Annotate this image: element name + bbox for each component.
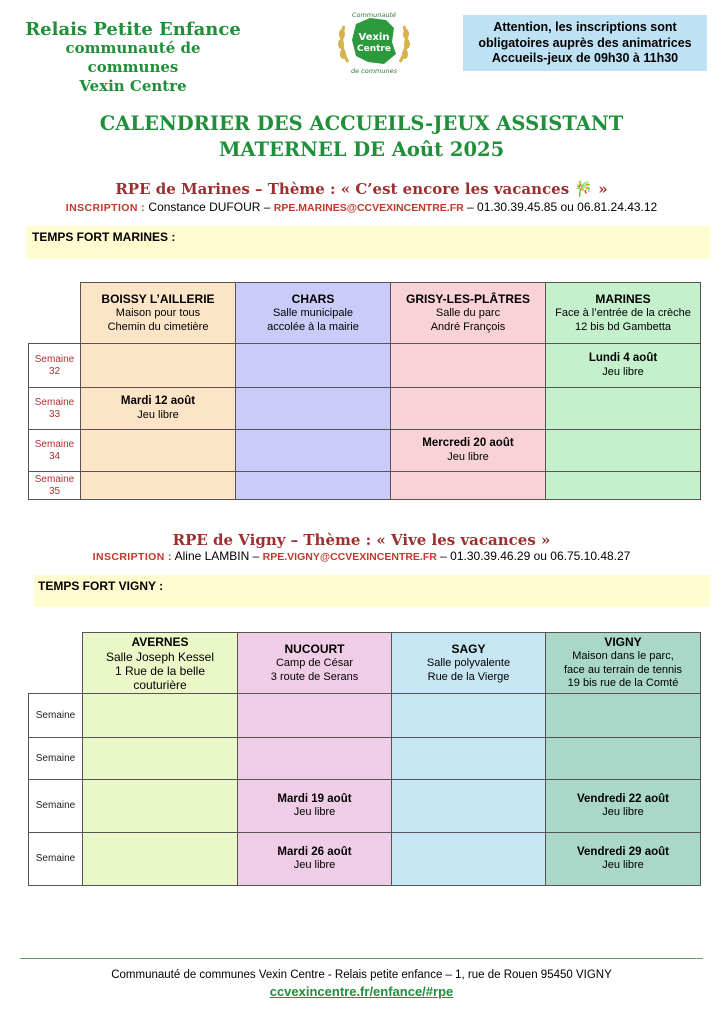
calendar-cell	[83, 780, 238, 833]
venue-line: 19 bis rue de la Comté	[567, 677, 679, 690]
org-line-3: Vexin Centre	[79, 77, 187, 95]
calendar-cell	[236, 388, 391, 430]
calendar-cell	[546, 472, 701, 500]
vigny-email-link[interactable]: RPE.VIGNY@CCVEXINCENTRE.FR	[262, 551, 437, 563]
logo-mid-text-1: Vexin	[358, 32, 390, 43]
vigny-section-title: RPE de Vigny – Thème : « Vive les vacances »	[172, 531, 551, 549]
venue-name: NUCOURT	[284, 642, 345, 656]
venue-line: Salle municipale	[272, 307, 354, 319]
calendar-cell	[392, 694, 546, 738]
column-header-grisy	[391, 283, 546, 344]
calendar-cell: Vendredi 29 août Jeu libre	[546, 833, 701, 886]
venue-line: face au terrain de tennis	[563, 663, 683, 676]
calendar-cell	[83, 833, 238, 886]
calendar-cell	[81, 344, 236, 388]
table-row	[29, 388, 701, 430]
week-label: Semaine	[29, 694, 83, 738]
venue-name: VIGNY	[604, 635, 642, 650]
calendar-cell	[392, 738, 546, 780]
calendar-cell	[83, 694, 238, 738]
title-line-2: MATERNEL DE Août 2025	[218, 138, 505, 161]
column-header-boissy	[81, 283, 236, 344]
table-row	[29, 780, 701, 833]
logo-mid-text-2: Centre	[357, 44, 391, 54]
venue-line: Face à l’entrée de la crèche	[555, 307, 691, 319]
week-label: Semaine 32	[29, 344, 81, 388]
venue-line: Rue de la Vierge	[427, 670, 510, 683]
org-line-2: communauté de communes	[65, 39, 201, 76]
marines-contact: Constance DUFOUR –	[145, 200, 274, 214]
venue-name: SAGY	[451, 642, 486, 656]
table-row	[29, 344, 701, 388]
column-header-chars	[236, 283, 391, 344]
venue-line: Maison pour tous	[115, 307, 201, 319]
vigny-phones: – 01.30.39.46.29 ou 06.75.10.48.27	[436, 549, 631, 563]
venue-line: Salle polyvalente	[426, 657, 511, 669]
registration-notice	[463, 15, 707, 71]
calendar-cell: Mardi 26 août Jeu libre	[238, 833, 392, 886]
column-header-nucourt	[238, 633, 392, 694]
calendar-cell: Mardi 12 août Jeu libre	[81, 388, 236, 430]
marines-temps-fort: TEMPS FORT MARINES :	[26, 226, 710, 259]
footer-divider	[20, 958, 703, 959]
vigny-contact: Aline LAMBIN –	[171, 549, 263, 563]
table-corner	[29, 283, 81, 344]
calendar-cell	[81, 430, 236, 472]
venue-line: Camp de César	[275, 657, 354, 669]
calendar-cell	[546, 738, 701, 780]
week-label: Semaine	[29, 738, 83, 780]
footer-address: Communauté de communes Vexin Centre - Relais petite enfance – 1, rue de Rouen 95450 VIGNY	[111, 969, 612, 981]
calendar-cell	[546, 694, 701, 738]
table-row	[29, 430, 701, 472]
calendar-cell	[546, 388, 701, 430]
week-label: Semaine	[29, 833, 83, 886]
table-row	[29, 694, 701, 738]
venue-line: Chemin du cimetière	[107, 320, 209, 333]
venue-name: GRISY-LES-PLÂTRES	[405, 292, 530, 306]
table-row	[29, 738, 701, 780]
calendar-cell	[391, 344, 546, 388]
calendar-cell	[236, 430, 391, 472]
table-row	[29, 833, 701, 886]
calendar-cell	[236, 344, 391, 388]
venue-line: couturière	[133, 677, 187, 692]
venue-name: MARINES	[595, 292, 651, 306]
calendar-cell: Lundi 4 août Jeu libre	[546, 344, 701, 388]
marines-phones: – 01.30.39.45.85 ou 06.81.24.43.12	[463, 200, 658, 214]
vigny-inscription	[0, 549, 723, 563]
calendar-cell	[238, 738, 392, 780]
table-row	[29, 472, 701, 500]
marines-header-row	[29, 283, 701, 344]
footer-link[interactable]: ccvexincentre.fr/enfance/#rpe	[269, 984, 454, 999]
logo-bottom-text: de communes	[350, 67, 398, 75]
calendar-cell: Mardi 19 août Jeu libre	[238, 780, 392, 833]
vigny-calendar-table	[28, 632, 701, 886]
logo-top-text: Communauté	[351, 11, 397, 19]
calendar-cell	[236, 472, 391, 500]
venue-name: AVERNES	[131, 634, 189, 649]
column-header-sagy	[392, 633, 546, 694]
vigny-header-row	[29, 633, 701, 694]
calendar-cell	[391, 388, 546, 430]
notice-line-3: Accueils-jeux de 09h30 à 11h30	[491, 51, 679, 65]
vigny-inscription-label: INSCRIPTION :	[92, 551, 172, 563]
marines-calendar-table	[28, 282, 701, 500]
calendar-cell	[83, 738, 238, 780]
venue-name: CHARS	[291, 292, 335, 306]
calendar-cell	[392, 780, 546, 833]
marines-inscription-label: INSCRIPTION :	[65, 202, 146, 214]
org-line-1: Relais Petite Enfance	[25, 19, 241, 40]
notice-line-2: obligatoires auprès des animatrices	[478, 35, 692, 50]
calendar-cell: Vendredi 22 août Jeu libre	[546, 780, 701, 833]
venue-line: 3 route de Serans	[270, 670, 359, 683]
table-corner	[29, 633, 83, 694]
venue-line: André François	[430, 320, 506, 333]
title-line-1: CALENDRIER DES ACCUEILS-JEUX ASSISTANT	[99, 112, 624, 135]
venue-line: 1 Rue de la belle	[114, 663, 206, 678]
vexin-centre-logo	[334, 10, 414, 76]
venue-line: Salle du parc	[435, 307, 501, 319]
marines-section-title: RPE de Marines – Thème : « C’est encore les vacances 🎋 »	[115, 180, 608, 198]
venue-line: 12 bis bd Gambetta	[574, 320, 671, 333]
organization-name	[18, 20, 248, 96]
calendar-cell	[238, 694, 392, 738]
marines-inscription	[0, 200, 723, 214]
calendar-cell	[392, 833, 546, 886]
marines-email-link[interactable]: RPE.MARINES@CCVEXINCENTRE.FR	[273, 202, 464, 214]
notice-line-1: Attention, les inscriptions sont	[493, 20, 677, 34]
calendar-cell: Mercredi 20 août Jeu libre	[391, 430, 546, 472]
venue-line: Salle Joseph Kessel	[105, 649, 215, 664]
week-label: Semaine 35	[29, 472, 81, 500]
page-title	[0, 111, 723, 163]
calendar-cell	[81, 472, 236, 500]
venue-line: Maison dans le parc,	[572, 650, 674, 663]
column-header-marines	[546, 283, 701, 344]
week-label: Semaine 33	[29, 388, 81, 430]
vigny-temps-fort: TEMPS FORT VIGNY :	[34, 575, 710, 607]
venue-line: accolée à la mairie	[267, 320, 359, 333]
calendar-cell	[546, 430, 701, 472]
column-header-avernes	[83, 633, 238, 694]
column-header-vigny	[546, 633, 701, 694]
venue-name: BOISSY L’AILLERIE	[101, 292, 215, 306]
calendar-cell	[391, 472, 546, 500]
week-label: Semaine	[29, 780, 83, 833]
week-label: Semaine 34	[29, 430, 81, 472]
